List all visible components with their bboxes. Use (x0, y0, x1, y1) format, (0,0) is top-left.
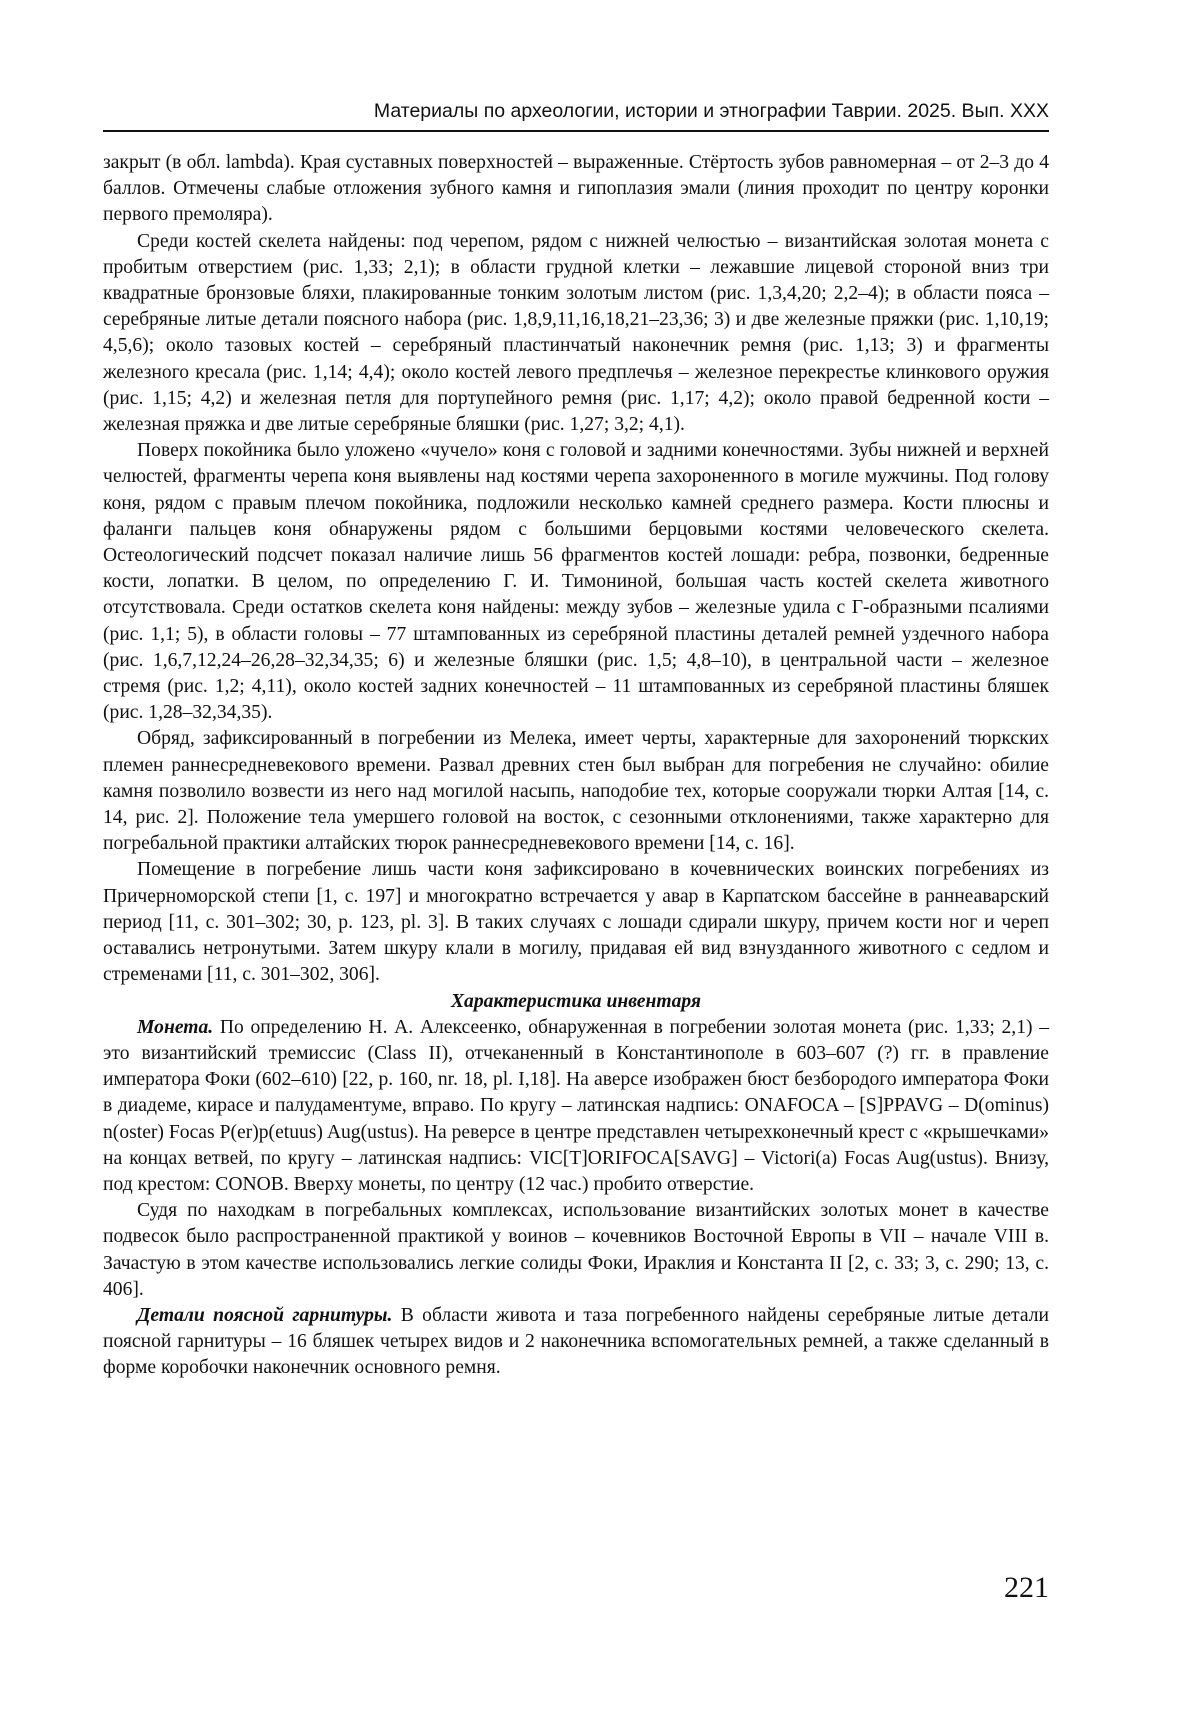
paragraph-2: Среди костей скелета найдены: под черепом, рядом с нижней челюстью – византийская золотая монета с пробитым отверстием (рис. 1,33; 2,1); в области грудной клетки – лежавшие лицевой стороной вниз три квадратные бронзовые бляхи, плакированные тонким золотым листом (рис. 1,3,4,20; 2,2–4); в области пояса – серебряные литые детали поясного набора (рис. 1,8,9,11,16,18,21–23,36; 3) и две железные пряжки (рис. 1,10,19; 4,5,6); около тазовых костей – серебряный пластинчатый наконечник ремня (рис. 1,13; 3) и фрагменты железного кресала (рис. 1,14; 4,4); около костей левого предплечья – железное перекрестье клинкового оружия (рис. 1,15; 4,2) и железная петля для портупейного ремня (рис. 1,17; 4,2); около правой бедренной кости – железная пряжка и две литые серебряные бляшки (рис. 1,27; 3,2; 4,1). (103, 230, 1049, 436)
belt-lead-term: Детали поясной гарнитуры. (137, 1304, 393, 1326)
section-heading: Характеристика инвентаря (450, 990, 701, 1012)
paragraph-belt (103, 1303, 1049, 1382)
paragraph-1: закрыт (в обл. lambda). Края суставных поверхностей – выраженные. Стёртость зубов равномерная – от 2–3 до 4 баллов. Отмечены слабые отложения зубного камня и гипоплазия эмали (линия проходит по центру коронки первого премоляра). (103, 152, 1049, 226)
paragraph-coin (103, 1015, 1049, 1198)
paragraph-5: Помещение в погребение лишь части коня зафиксировано в кочевнических воинских погребениях из Причерноморской степи [1, с. 197] и многократно встречается у авар в Карпатском бассейне в раннеаварский период [11, с. 301–302; 30, p. 123, pl. 3]. В таких случаях с лошади сдирали шкуру, причем кости ног и череп оставались нетронутыми. Затем шкуру клали в могилу, придавая ей вид взнузданного животного с седлом и стременами [11, с. 301–302, 306]. (103, 859, 1049, 986)
paragraph-7: Судя по находкам в погребальных комплексах, использование византийских золотых монет в качестве подвесок было распространенной практикой у воинов – кочевников Восточной Европы в VII – начале VIII в. Зачастую в этом качестве использовались легкие солиды Фоки, Ираклия и Константа II [2, с. 33; 3, с. 290; 13, с. 406]. (103, 1200, 1049, 1300)
article-body (103, 150, 1049, 1382)
page-number: 221 (1004, 1571, 1049, 1604)
paragraph-3: Поверх покойника было уложено «чучело» коня с головой и задними конечностями. Зубы нижней и верхней челюстей, фрагменты черепа коня выявлены над костями черепа захороненного в могиле мужчины. Под голову коня, рядом с правым плечом покойника, подложили несколько камней среднего размера. Кости плюсны и фаланги пальцев коня обнаружены рядом с большими берцовыми костями человеческого скелета. Остеологический подсчет показал наличие лишь 56 фрагментов костей лошади: ребра, позвонки, бедренные кости, лопатки. В целом, по определению Г. И. Тимониной, большая часть костей скелета животного отсутствовала. Среди остатков скелета коня найдены: между зубов – железные удила с Г-образными псалиями (рис. 1,1; 5), в области головы – 77 штампованных из серебряной пластины деталей ремней уздечного набора (рис. 1,6,7,12,24–26,28–32,34,35; 6) и железные бляшки (рис. 1,5; 4,8–10), в центральной части – железное стремя (рис. 1,2; 4,11), около костей задних конечностей – 11 штампованных из серебряной пластины бляшек (рис. 1,28–32,34,35). (103, 440, 1049, 724)
coin-text: По определению Н. А. Алексеенко, обнаруженная в погребении золотая монета (рис. 1,33; 2,1) – это византийский тремиссис (Class II), отчеканенный в Константинополе в 603–607 (?) гг. в правление императора Фоки (602–610) [22, p. 160, nr. 18, pl. I,18]. На аверсе изображен бюст безбородого императора Фоки в диадеме, кирасе и палудаментуме, вправо. По кругу – латинская надпись: ONAFOCA – [S]PPAVG – D(ominus) n(oster) Focas P(er)p(etuus) Aug(ustus). На реверсе в центре представлен четырехконечный крест с «крышечками» на концах ветвей, по кругу – латинская надпись: VIC[T]ORIFOCA[SAVG] – Victori(a) Focas Aug(ustus). Внизу, под крестом: CONOB. Вверху монеты, по центру (12 час.) пробито отверстие. (103, 1016, 1049, 1195)
header-divider (103, 130, 1049, 132)
coin-lead-term: Монета. (137, 1016, 214, 1038)
paragraph-4: Обряд, зафиксированный в погребении из Мелека, имеет черты, характерные для захоронений тюркских племен раннесредневекового времени. Развал древних стен был выбран для погребения не случайно: обилие камня позволило возвести из него над могилой насыпь, наподобие тех, которые сооружали тюрки Алтая [14, с. 14, рис. 2]. Положение тела умершего головой на восток, с сезонными отклонениями, также характерно для погребальной практики алтайских тюрок раннесредневекового времени [14, с. 16]. (103, 728, 1049, 855)
running-header: Материалы по археологии, истории и этнографии Таврии. 2025. Вып. XXX (373, 100, 1049, 122)
belt-text: В области живота и таза погребенного найдены серебряные литые детали поясной гарнитуры – 16 бляшек четырех видов и 2 наконечника вспомогательных ремней, а также сделанный в форме коробочки наконечник основного ремня. (103, 1304, 1049, 1379)
